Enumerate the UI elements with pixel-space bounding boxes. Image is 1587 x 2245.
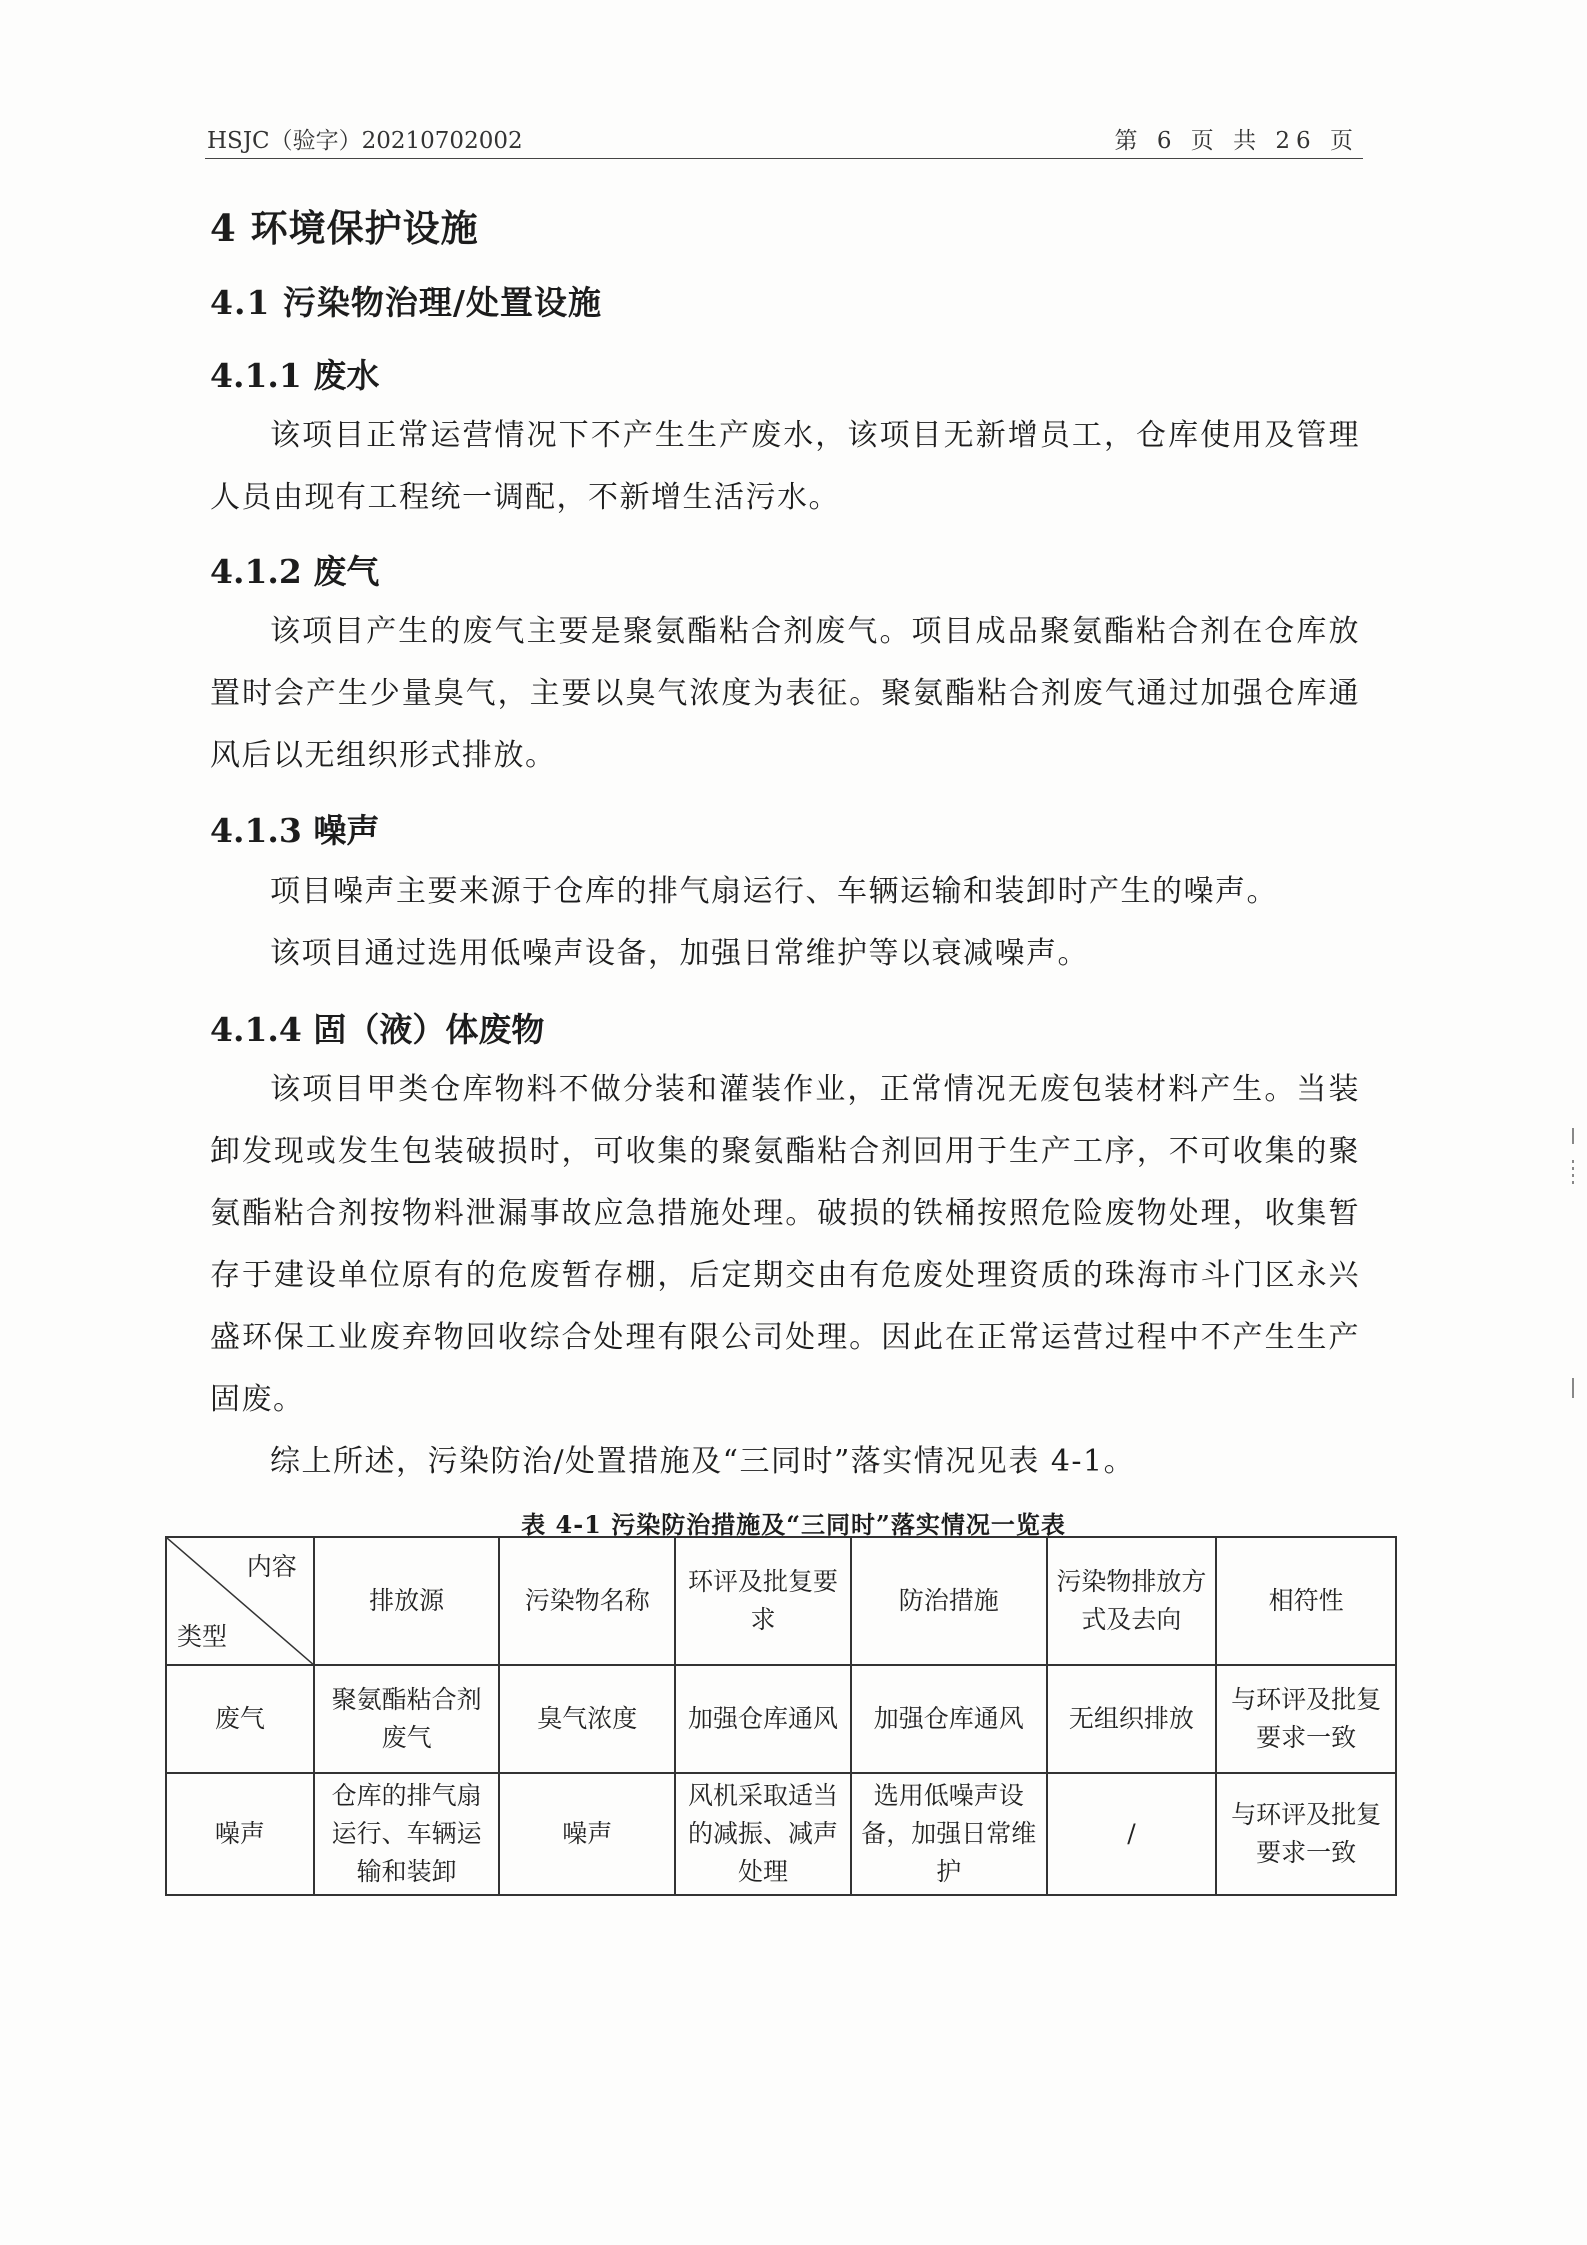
paragraph-summary: 综上所述，污染防治/处置措施及“三同时”落实情况见表 4-1。 [270,1444,1136,1479]
table-cell: 噪声 [499,1773,675,1895]
table-row [166,1773,1396,1895]
table-caption: 表 4-1 污染防治措施及“三同时”落实情况一览表 [521,1510,1066,1539]
header-cell: 污染物排放方式及去向 [1047,1537,1217,1665]
table-cell: 与环评及批复要求一致 [1216,1773,1396,1895]
table-cell: 加强仓库通风 [675,1665,851,1773]
page-header [205,118,1363,159]
header-cell: 排放源 [314,1537,500,1665]
table-cell: 废气 [166,1665,314,1773]
paragraph-wastewater: 该项目正常运营情况下不产生生产废水，该项目无新增员工，仓库使用及管理人员由现有工程统一调配，不新增生活污水。 [210,418,1360,515]
scan-mark [1572,1160,1574,1186]
heading-wastewater: 4.1.1 废水 [210,356,380,395]
doc-number: HSJC（验字）20210702002 [207,128,523,154]
paragraph-solid-waste: 该项目甲类仓库物料不做分装和灌装作业，正常情况无废包装材料产生。当装卸发现或发生包装破损时，可收集的聚氨酯粘合剂回用于生产工序，不可收集的聚氨酯粘合剂按物料泄漏事故应急措施处理。破损的铁桶按照危险废物处理，收集暂存于建设单位原有的危废暂存棚，后定期交由有危废处理资质的珠海市斗门区永兴盛环保工业废弃物回收综合处理有限公司处理。因此在正常运营过程中不产生生产固废。 [210,1072,1360,1417]
table-cell: 噪声 [166,1773,314,1895]
table-cell: 臭气浓度 [499,1665,675,1773]
section-title: 4 环境保护设施 [210,206,479,250]
table-cell: 聚氨酯粘合剂废气 [314,1665,500,1773]
pollution-control-table [165,1536,1397,1896]
table-cell: 无组织排放 [1047,1665,1217,1773]
paragraph-noise-measure: 该项目通过选用低噪声设备，加强日常维护等以衰减噪声。 [270,936,1089,971]
table-cell: 加强仓库通风 [851,1665,1047,1773]
corner-label-type: 类型 [177,1622,228,1651]
table-header-row [166,1537,1396,1665]
corner-label-content: 内容 [246,1552,297,1581]
header-cell: 环评及批复要求 [675,1537,851,1665]
scan-mark [1572,1378,1574,1398]
table-row [166,1665,1396,1773]
table-cell: 仓库的排气扇运行、车辆运输和装卸 [314,1773,500,1895]
paragraph-waste-gas: 该项目产生的废气主要是聚氨酯粘合剂废气。项目成品聚氨酯粘合剂在仓库放置时会产生少量臭气，主要以臭气浓度为表征。聚氨酯粘合剂废气通过加强仓库通风后以无组织形式排放。 [210,614,1360,773]
heading-waste-gas: 4.1.2 废气 [210,552,380,591]
header-cell: 污染物名称 [499,1537,675,1665]
paragraph-noise-source: 项目噪声主要来源于仓库的排气扇运行、车辆运输和装卸时产生的噪声。 [270,874,1278,909]
table-cell: 风机采取适当的减振、减声处理 [675,1773,851,1895]
scan-mark [1572,1128,1574,1144]
table-cell: / [1047,1773,1217,1895]
diagonal-header-cell [166,1537,314,1665]
table-cell: 选用低噪声设备，加强日常维护 [851,1773,1047,1895]
header-cell: 防治措施 [851,1537,1047,1665]
page-info: 第 6 页 共 26 页 [1114,128,1359,154]
heading-noise: 4.1.3 噪声 [210,811,380,850]
heading-solid-waste: 4.1.4 固（液）体废物 [210,1010,545,1049]
table-cell: 与环评及批复要求一致 [1216,1665,1396,1773]
subsection-title: 4.1 污染物治理/处置设施 [210,283,602,322]
header-cell: 相符性 [1216,1537,1396,1665]
